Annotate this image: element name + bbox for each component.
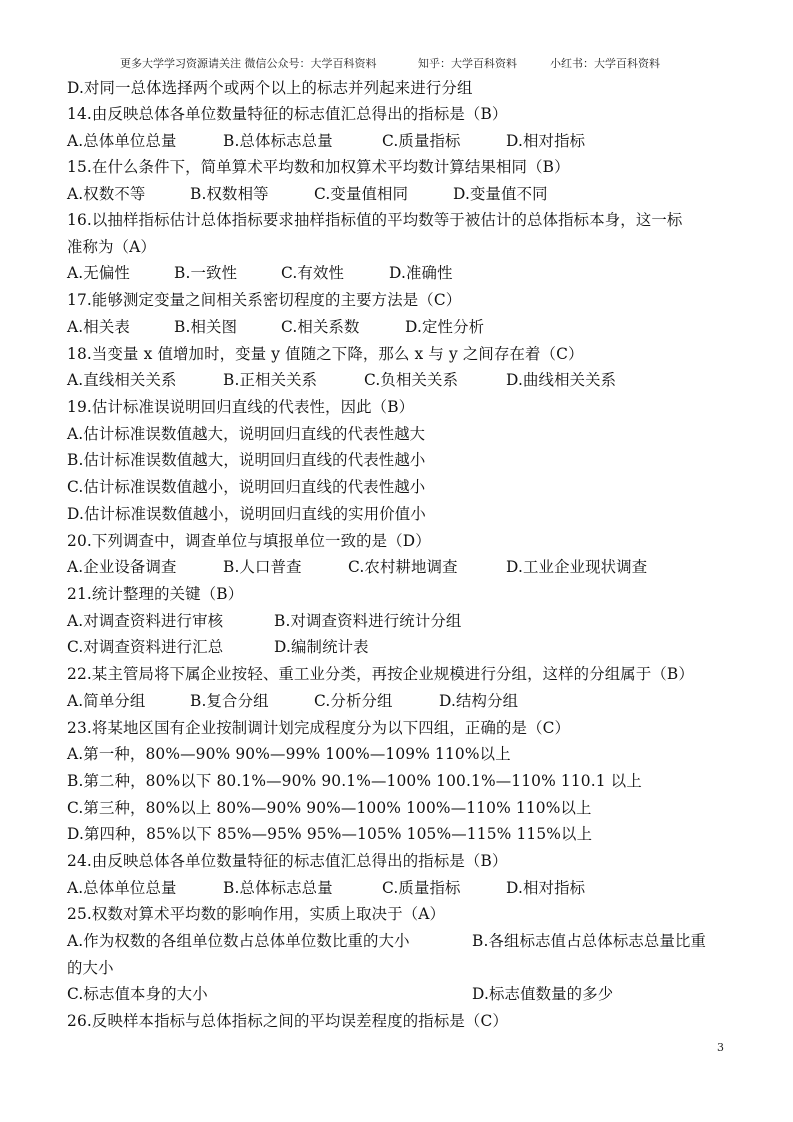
option-b-cont: 的大小 xyxy=(67,959,114,977)
option-d: D.相对指标 xyxy=(506,879,586,897)
option-b: B.第二种，80%以下 80.1%—90% 90.1%—100% 100.1%—110% 110.1 以上 xyxy=(67,772,642,790)
option-d: D.第四种，85%以下 85%—95% 95%—105% 105%—115% 115%以上 xyxy=(67,825,593,843)
header-notice: 更多大学学习资源请关注 微信公众号：大学百科资料 xyxy=(120,57,377,70)
option-b: B.各组标志值占总体标志总量比重 xyxy=(472,932,707,950)
option-d: D.估计标准误数值越小，说明回归直线的实用价值小 xyxy=(67,505,426,523)
option-d: D.工业企业现状调查 xyxy=(506,558,648,576)
option-d: D.标志值数量的多少 xyxy=(472,985,614,1003)
option-d: D.准确性 xyxy=(389,264,453,282)
option-a: A.估计标准误数值越大，说明回归直线的代表性越大 xyxy=(67,425,426,443)
option-c: C.相关系数 xyxy=(281,318,360,336)
page-number: 3 xyxy=(717,1041,724,1054)
option-d: D.曲线相关关系 xyxy=(506,371,617,389)
option-d: D.定性分析 xyxy=(405,318,485,336)
option-c: C.对调查资料进行汇总 xyxy=(67,638,224,656)
question-15: 15.在什么条件下，简单算术平均数和加权算术平均数计算结果相同（B） xyxy=(67,158,570,176)
option-d: D.结构分组 xyxy=(439,692,519,710)
question-21: 21.统计整理的关键（B） xyxy=(67,585,244,603)
option-a: A.简单分组 xyxy=(67,692,146,710)
option-a: A.无偏性 xyxy=(67,264,130,282)
option-a: A.总体单位总量 xyxy=(67,879,177,897)
option-b: B.正相关关系 xyxy=(223,371,318,389)
header-xiaohongshu: 小红书：大学百科资料 xyxy=(550,57,660,70)
question-25: 25.权数对算术平均数的影响作用，实质上取决于（A） xyxy=(67,905,446,923)
option-b: B.一致性 xyxy=(174,264,238,282)
option-d: D.编制统计表 xyxy=(274,638,369,656)
question-14: 14.由反映总体各单位数量特征的标志值汇总得出的指标是（B） xyxy=(67,105,508,123)
option-a: A.总体单位总量 xyxy=(67,132,177,150)
header-zhihu: 知乎：大学百科资料 xyxy=(418,57,517,70)
question-19: 19.估计标准误说明回归直线的代表性，因此（B） xyxy=(67,398,415,416)
option-b: B.相关图 xyxy=(174,318,238,336)
option-a: A.直线相关关系 xyxy=(67,371,177,389)
option-b: B.复合分组 xyxy=(190,692,269,710)
option-b: B.对调查资料进行统计分组 xyxy=(274,612,462,630)
question-20: 20.下列调查中，调查单位与填报单位一致的是（D） xyxy=(67,532,431,550)
option-c: C.负相关关系 xyxy=(364,371,459,389)
question-24: 24.由反映总体各单位数量特征的标志值汇总得出的指标是（B） xyxy=(67,852,508,870)
question-16-cont: 准称为（A） xyxy=(67,238,156,256)
option-c: C.变量值相同 xyxy=(314,185,409,203)
option-a: A.企业设备调查 xyxy=(67,558,177,576)
option-c: C.第三种，80%以上 80%—90% 90%—100% 100%—110% 110%以上 xyxy=(67,799,592,817)
question-26: 26.反映样本指标与总体指标之间的平均误差程度的指标是（C） xyxy=(67,1012,508,1030)
option-d: D.变量值不同 xyxy=(453,185,548,203)
option-b: B.估计标准误数值越大，说明回归直线的代表性越小 xyxy=(67,451,426,469)
option-b: B.人口普查 xyxy=(223,558,302,576)
option-c: C.农村耕地调查 xyxy=(348,558,458,576)
option-c: C.有效性 xyxy=(281,264,345,282)
text-line: D.对同一总体选择两个或两个以上的标志并列起来进行分组 xyxy=(67,79,473,97)
option-a: A.第一种，80%—90% 90%—99% 100%—109% 110%以上 xyxy=(67,745,511,763)
option-c: C.质量指标 xyxy=(382,879,461,897)
question-16: 16.以抽样指标估计总体指标要求抽样指标值的平均数等于被估计的总体指标本身，这一标 xyxy=(67,211,683,229)
option-c: C.标志值本身的大小 xyxy=(67,985,208,1003)
option-a: A.相关表 xyxy=(67,318,130,336)
question-17: 17.能够测定变量之间相关系密切程度的主要方法是（C） xyxy=(67,291,462,309)
option-d: D.相对指标 xyxy=(506,132,586,150)
option-b: B.权数相等 xyxy=(190,185,269,203)
option-c: C.分析分组 xyxy=(314,692,393,710)
option-a: A.对调查资料进行审核 xyxy=(67,612,224,630)
page-header xyxy=(0,55,793,71)
option-a: A.权数不等 xyxy=(67,185,146,203)
question-22: 22.某主管局将下属企业按轻、重工业分类，再按企业规模进行分组，这样的分组属于（B） xyxy=(67,665,694,683)
option-a: A.作为权数的各组单位数占总体单位数比重的大小 xyxy=(67,932,410,950)
option-b: B.总体标志总量 xyxy=(223,879,333,897)
option-c: C.质量指标 xyxy=(382,132,461,150)
option-c: C.估计标准误数值越小，说明回归直线的代表性越小 xyxy=(67,478,426,496)
option-b: B.总体标志总量 xyxy=(223,132,333,150)
question-18: 18.当变量 x 值增加时，变量 y 值随之下降，那么 x 与 y 之间存在着（C） xyxy=(67,345,584,363)
question-23: 23.将某地区国有企业按制调计划完成程度分为以下四组，正确的是（C） xyxy=(67,719,571,737)
